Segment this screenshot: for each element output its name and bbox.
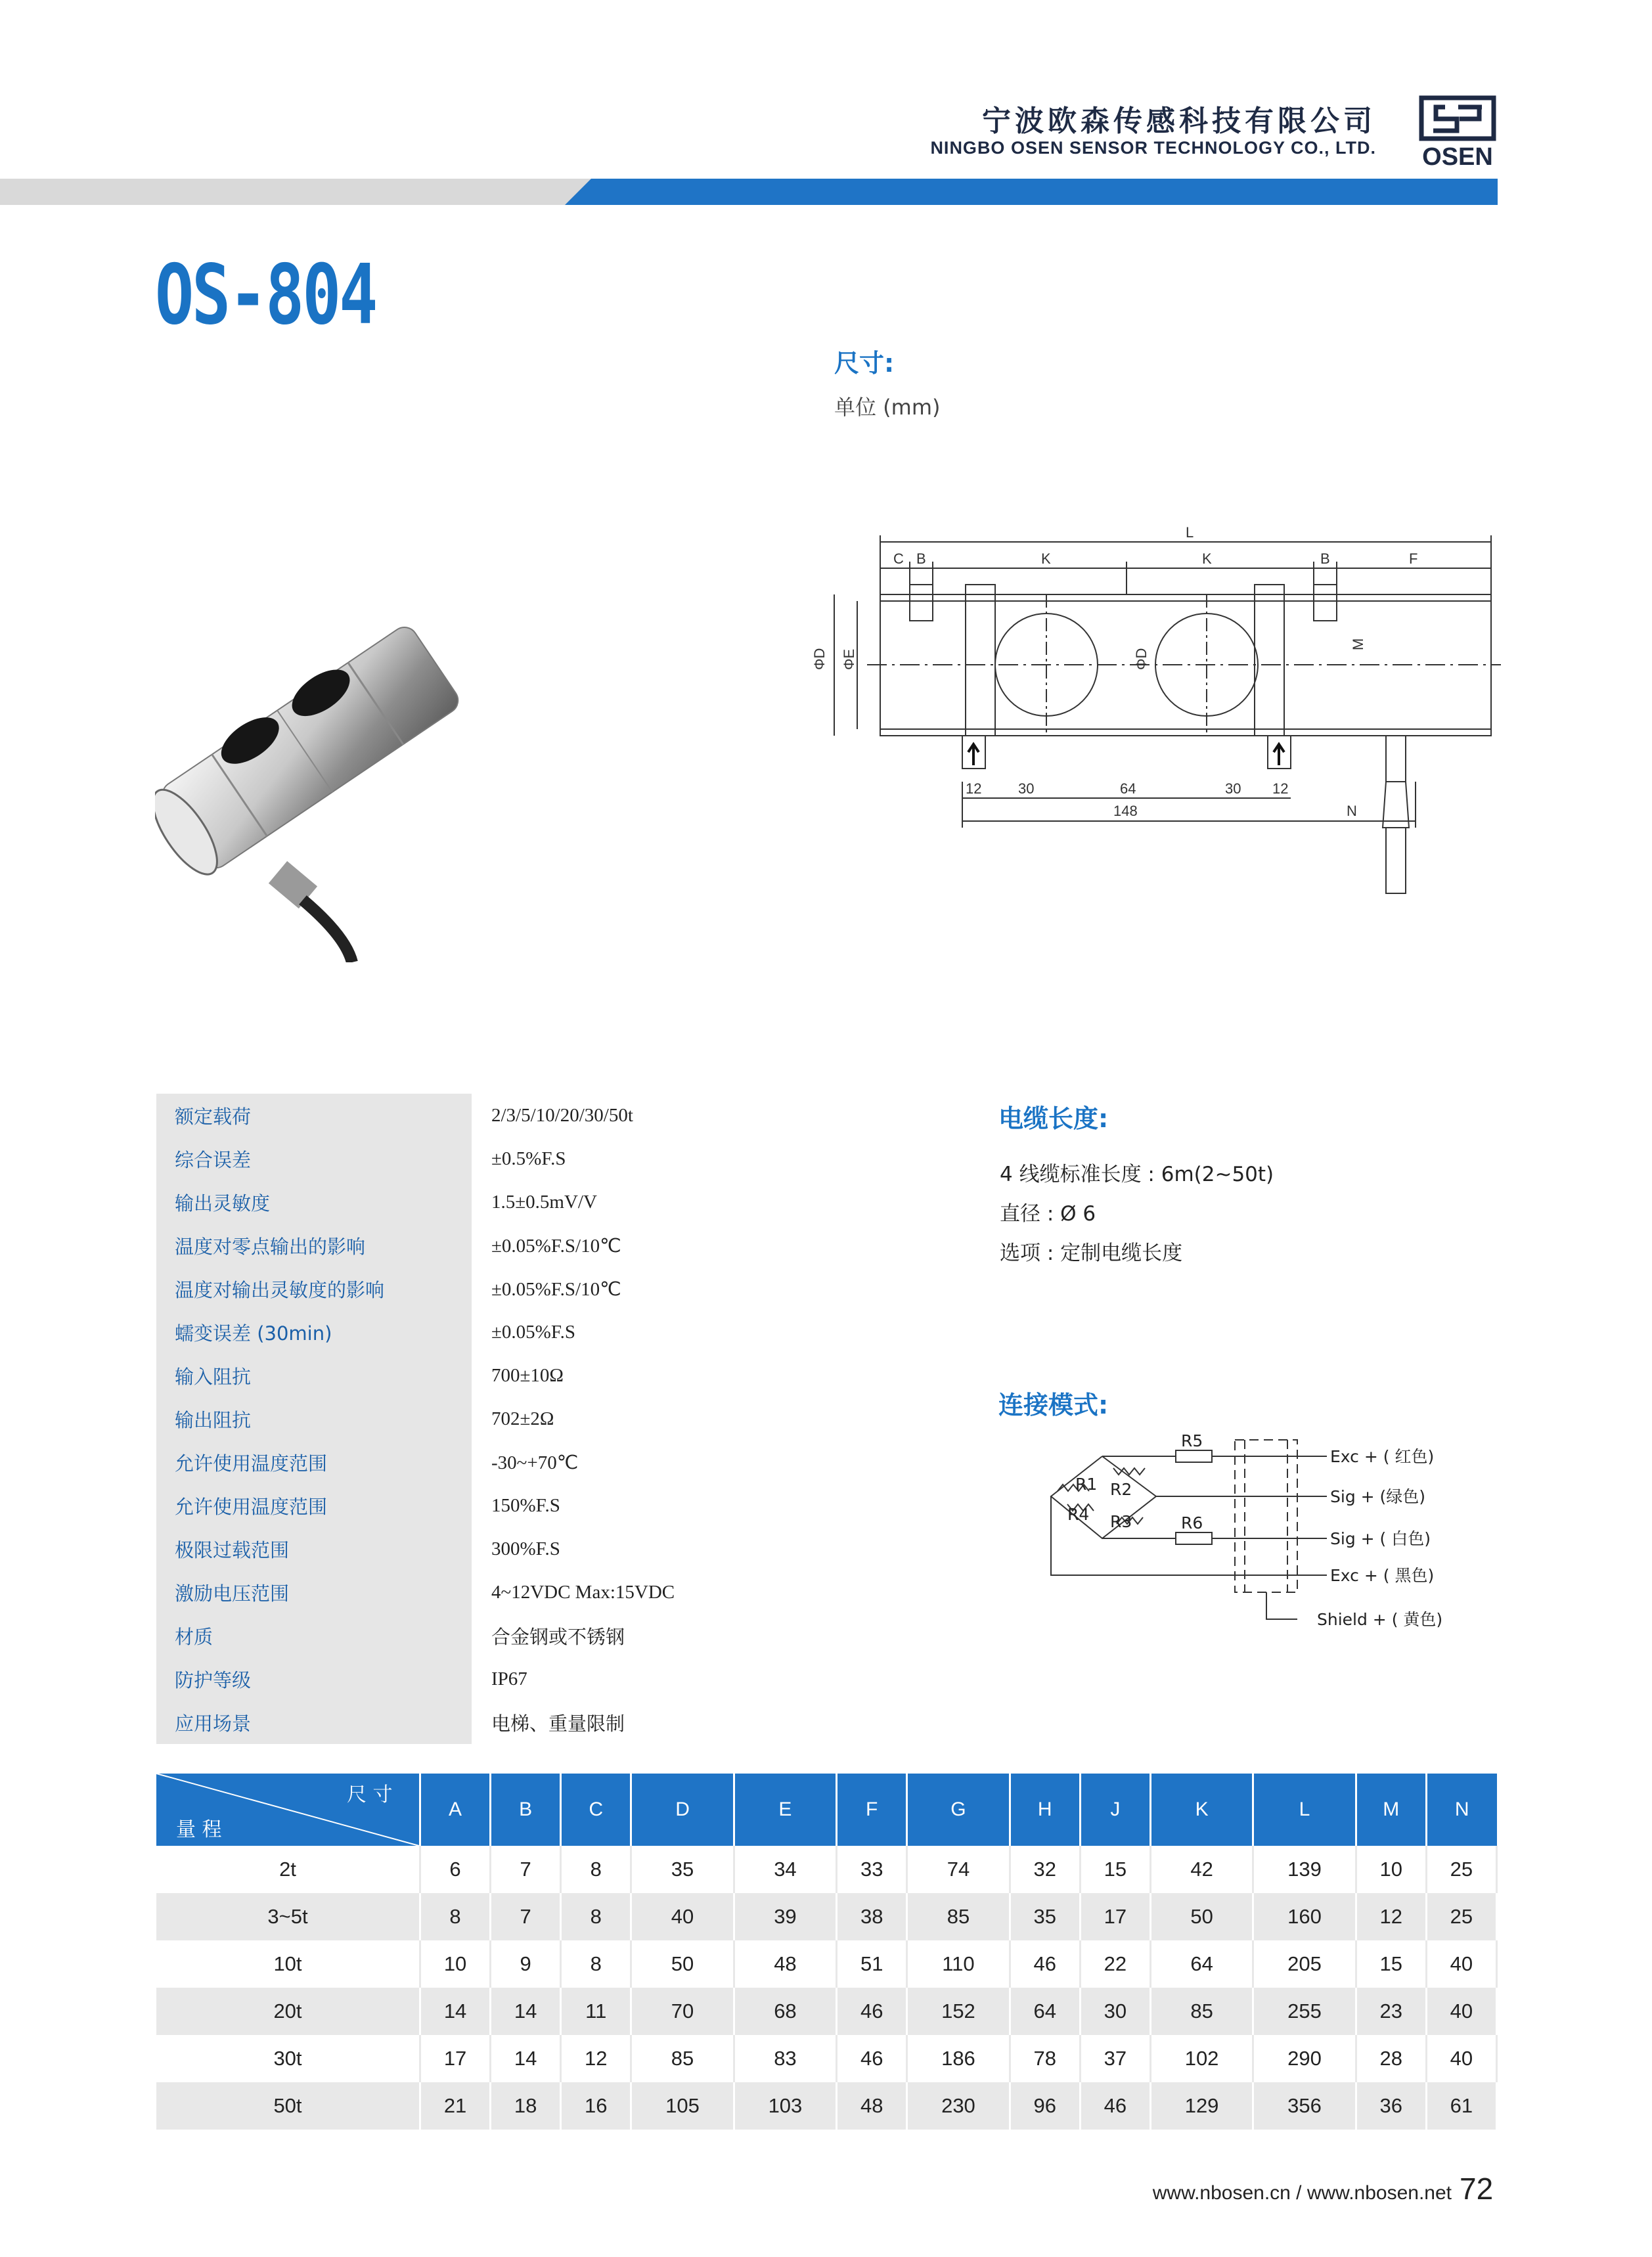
spec-value: ±0.05%F.S bbox=[491, 1321, 576, 1343]
range-cell: 20t bbox=[156, 1988, 420, 2035]
table-cell: 8 bbox=[561, 1940, 631, 1988]
table-cell: 70 bbox=[631, 1988, 734, 2035]
footer-url: www.nbosen.cn / www.nbosen.net bbox=[1152, 2182, 1452, 2204]
dim-label: ΦD bbox=[811, 648, 828, 670]
table-cell: 48 bbox=[734, 1940, 836, 1988]
table-cell: 35 bbox=[1010, 1893, 1080, 1940]
table-cell: 61 bbox=[1426, 2082, 1496, 2130]
spec-row bbox=[156, 1310, 843, 1354]
dim-label: B bbox=[916, 550, 926, 567]
table-cell: 74 bbox=[907, 1846, 1010, 1893]
table-cell: 64 bbox=[1010, 1988, 1080, 2035]
spec-label: 蠕变误差 (30min) bbox=[156, 1310, 472, 1354]
table-cell: 46 bbox=[837, 2035, 907, 2082]
dim-label: C bbox=[893, 550, 904, 567]
table-cell: 85 bbox=[907, 1893, 1010, 1940]
table-cell: 33 bbox=[837, 1846, 907, 1893]
range-cell: 2t bbox=[156, 1846, 420, 1893]
dimension-table-body bbox=[156, 1846, 1497, 2130]
column-header: H bbox=[1010, 1774, 1080, 1846]
table-cell: 11 bbox=[561, 1988, 631, 2035]
spec-value: 1.5±0.5mV/V bbox=[491, 1191, 597, 1213]
wire-label: Exc + ( 红色) bbox=[1330, 1447, 1435, 1466]
wire-label: Sig + ( 白色) bbox=[1330, 1529, 1431, 1548]
table-row bbox=[156, 2082, 1497, 2130]
column-header: N bbox=[1426, 1774, 1496, 1846]
dim-label: N bbox=[1347, 803, 1357, 819]
column-header: E bbox=[734, 1774, 836, 1846]
dimension-drawing bbox=[805, 519, 1511, 913]
resistor-label: R1 bbox=[1075, 1475, 1098, 1494]
spec-label: 极限过载范围 bbox=[156, 1527, 472, 1571]
table-cell: 10 bbox=[1356, 1846, 1426, 1893]
column-header: D bbox=[631, 1774, 734, 1846]
table-cell: 25 bbox=[1426, 1846, 1496, 1893]
spec-row bbox=[156, 1354, 843, 1397]
spec-label: 输出灵敏度 bbox=[156, 1180, 472, 1224]
table-cell: 255 bbox=[1253, 1988, 1356, 2035]
table-cell: 205 bbox=[1253, 1940, 1356, 1988]
table-cell: 40 bbox=[1426, 2035, 1496, 2082]
spec-value: 电梯、重量限制 bbox=[491, 1713, 625, 1735]
table-row bbox=[156, 1893, 1497, 1940]
table-cell: 42 bbox=[1150, 1846, 1253, 1893]
spec-row bbox=[156, 1224, 843, 1267]
dim-label: L bbox=[1186, 524, 1194, 541]
table-row bbox=[156, 1940, 1497, 1988]
spec-row bbox=[156, 1527, 843, 1571]
spec-value: -30~+70℃ bbox=[491, 1452, 579, 1473]
column-header: M bbox=[1356, 1774, 1426, 1846]
column-header: B bbox=[491, 1774, 561, 1846]
table-cell: 9 bbox=[491, 1940, 561, 1988]
table-cell: 50 bbox=[1150, 1893, 1253, 1940]
corner-range-label: 量 程 bbox=[176, 1818, 222, 1841]
table-cell: 8 bbox=[561, 1846, 631, 1893]
table-cell: 8 bbox=[420, 1893, 491, 1940]
dim-label: ΦE bbox=[841, 648, 857, 670]
wiring-diagram bbox=[985, 1432, 1498, 1760]
corner-dimension-label: 尺 寸 bbox=[347, 1783, 393, 1806]
dimension-table-header bbox=[156, 1774, 1497, 1846]
dim-label: 30 bbox=[1018, 780, 1035, 797]
table-cell: 50 bbox=[631, 1940, 734, 1988]
table-cell: 15 bbox=[1356, 1940, 1426, 1988]
table-row bbox=[156, 1846, 1497, 1893]
spec-row bbox=[156, 1484, 843, 1527]
spec-value: 4~12VDC Max:15VDC bbox=[491, 1581, 675, 1603]
range-cell: 50t bbox=[156, 2082, 420, 2130]
spec-label: 额定载荷 bbox=[156, 1094, 472, 1137]
dimension-table bbox=[156, 1774, 1498, 2130]
spec-value: 2/3/5/10/20/30/50t bbox=[491, 1104, 633, 1126]
dim-label: 64 bbox=[1120, 780, 1136, 797]
spec-label: 应用场景 bbox=[156, 1701, 472, 1744]
resistor-label: R2 bbox=[1110, 1480, 1132, 1499]
spec-label: 输出阻抗 bbox=[156, 1397, 472, 1441]
table-cell: 83 bbox=[734, 2035, 836, 2082]
table-cell: 40 bbox=[1426, 1988, 1496, 2035]
table-cell: 102 bbox=[1150, 2035, 1253, 2082]
table-cell: 18 bbox=[491, 2082, 561, 2130]
spec-row bbox=[156, 1701, 843, 1744]
table-cell: 38 bbox=[837, 1893, 907, 1940]
table-cell: 17 bbox=[420, 2035, 491, 2082]
table-cell: 6 bbox=[420, 1846, 491, 1893]
table-cell: 64 bbox=[1150, 1940, 1253, 1988]
spec-row bbox=[156, 1267, 843, 1310]
wire-label: Sig + (绿色) bbox=[1330, 1487, 1426, 1506]
wire-label: Shield + ( 黄色) bbox=[1317, 1610, 1443, 1629]
table-cell: 48 bbox=[837, 2082, 907, 2130]
spec-row bbox=[156, 1137, 843, 1180]
range-cell: 10t bbox=[156, 1940, 420, 1988]
spec-value: ±0.05%F.S/10℃ bbox=[491, 1235, 621, 1257]
dim-label: 30 bbox=[1225, 780, 1241, 797]
spec-value: ±0.05%F.S/10℃ bbox=[491, 1278, 621, 1300]
table-cell: 40 bbox=[1426, 1940, 1496, 1988]
range-cell: 30t bbox=[156, 2035, 420, 2082]
table-cell: 186 bbox=[907, 2035, 1010, 2082]
spec-row bbox=[156, 1397, 843, 1441]
table-cell: 32 bbox=[1010, 1846, 1080, 1893]
cable-option-line: 选项 : 定制电缆长度 bbox=[1000, 1241, 1183, 1265]
column-header: K bbox=[1150, 1774, 1253, 1846]
dim-label: ΦD bbox=[1133, 648, 1150, 670]
column-header: G bbox=[907, 1774, 1010, 1846]
resistor-label: R5 bbox=[1181, 1432, 1203, 1450]
table-cell: 85 bbox=[631, 2035, 734, 2082]
table-cell: 14 bbox=[420, 1988, 491, 2035]
spec-row bbox=[156, 1441, 843, 1484]
table-cell: 14 bbox=[491, 1988, 561, 2035]
spec-label: 输入阻抗 bbox=[156, 1354, 472, 1397]
dim-label: 12 bbox=[966, 780, 982, 797]
unit-text: 单位 (mm) bbox=[834, 395, 941, 420]
table-cell: 139 bbox=[1253, 1846, 1356, 1893]
table-cell: 46 bbox=[1080, 2082, 1150, 2130]
table-cell: 8 bbox=[561, 1893, 631, 1940]
spec-value: IP67 bbox=[491, 1668, 527, 1689]
spec-label: 允许使用温度范围 bbox=[156, 1441, 472, 1484]
column-header: F bbox=[837, 1774, 907, 1846]
table-cell: 23 bbox=[1356, 1988, 1426, 2035]
spec-label: 温度对零点输出的影响 bbox=[156, 1224, 472, 1267]
spec-value: 700±10Ω bbox=[491, 1364, 564, 1386]
table-cell: 22 bbox=[1080, 1940, 1150, 1988]
dimensions-heading: 尺寸: bbox=[834, 349, 895, 378]
range-cell: 3~5t bbox=[156, 1893, 420, 1940]
spec-label: 温度对输出灵敏度的影响 bbox=[156, 1267, 472, 1310]
spec-row bbox=[156, 1614, 843, 1657]
product-photo bbox=[155, 535, 464, 962]
table-cell: 39 bbox=[734, 1893, 836, 1940]
spec-label: 允许使用温度范围 bbox=[156, 1484, 472, 1527]
spec-row bbox=[156, 1180, 843, 1224]
table-cell: 7 bbox=[491, 1846, 561, 1893]
column-header: L bbox=[1253, 1774, 1356, 1846]
table-cell: 160 bbox=[1253, 1893, 1356, 1940]
table-cell: 7 bbox=[491, 1893, 561, 1940]
table-cell: 36 bbox=[1356, 2082, 1426, 2130]
header-bar bbox=[0, 179, 1498, 205]
table-row bbox=[156, 2035, 1497, 2082]
cable-length-line: 4 线缆标准长度 : 6m(2~50t) bbox=[1000, 1163, 1274, 1186]
table-cell: 17 bbox=[1080, 1893, 1150, 1940]
logo-text: OSEN bbox=[1422, 143, 1493, 169]
dim-label: K bbox=[1041, 550, 1051, 567]
table-cell: 10 bbox=[420, 1940, 491, 1988]
table-cell: 40 bbox=[631, 1893, 734, 1940]
table-cell: 14 bbox=[491, 2035, 561, 2082]
table-cell: 68 bbox=[734, 1988, 836, 2035]
table-cell: 15 bbox=[1080, 1846, 1150, 1893]
table-cell: 85 bbox=[1150, 1988, 1253, 2035]
spec-label: 综合误差 bbox=[156, 1137, 472, 1180]
wire-label: Exc + ( 黑色) bbox=[1330, 1566, 1435, 1585]
table-cell: 34 bbox=[734, 1846, 836, 1893]
table-cell: 96 bbox=[1010, 2082, 1080, 2130]
table-cell: 16 bbox=[561, 2082, 631, 2130]
spec-value: 300%F.S bbox=[491, 1538, 560, 1559]
company-name-en: NINGBO OSEN SENSOR TECHNOLOGY CO., LTD. bbox=[930, 138, 1376, 158]
spec-row bbox=[156, 1094, 843, 1137]
table-cell: 37 bbox=[1080, 2035, 1150, 2082]
column-header: A bbox=[420, 1774, 491, 1846]
spec-label: 防护等级 bbox=[156, 1657, 472, 1701]
table-cell: 28 bbox=[1356, 2035, 1426, 2082]
cable-diameter-line: 直径 : Ø 6 bbox=[1000, 1202, 1096, 1226]
table-cell: 105 bbox=[631, 2082, 734, 2130]
table-cell: 152 bbox=[907, 1988, 1010, 2035]
table-cell: 46 bbox=[1010, 1940, 1080, 1988]
dim-label: F bbox=[1409, 550, 1418, 567]
table-corner-cell bbox=[156, 1774, 420, 1846]
table-cell: 290 bbox=[1253, 2035, 1356, 2082]
dim-label: K bbox=[1202, 550, 1212, 567]
page-number: 72 bbox=[1460, 2172, 1494, 2206]
table-cell: 21 bbox=[420, 2082, 491, 2130]
dim-label: M bbox=[1350, 638, 1366, 650]
spec-label: 激励电压范围 bbox=[156, 1571, 472, 1614]
resistor-label: R6 bbox=[1181, 1513, 1203, 1532]
spec-row bbox=[156, 1657, 843, 1701]
table-cell: 230 bbox=[907, 2082, 1010, 2130]
table-cell: 103 bbox=[734, 2082, 836, 2130]
table-cell: 51 bbox=[837, 1940, 907, 1988]
table-cell: 12 bbox=[1356, 1893, 1426, 1940]
dim-label: B bbox=[1320, 550, 1330, 567]
table-row bbox=[156, 1988, 1497, 2035]
table-cell: 46 bbox=[837, 1988, 907, 2035]
dim-label: 12 bbox=[1272, 780, 1289, 797]
connection-heading: 连接模式: bbox=[998, 1391, 1109, 1419]
spec-row bbox=[156, 1571, 843, 1614]
spec-label: 材质 bbox=[156, 1614, 472, 1657]
spec-value: ±0.5%F.S bbox=[491, 1148, 566, 1169]
table-cell: 25 bbox=[1426, 1893, 1496, 1940]
table-cell: 12 bbox=[561, 2035, 631, 2082]
table-cell: 35 bbox=[631, 1846, 734, 1893]
table-cell: 78 bbox=[1010, 2035, 1080, 2082]
table-cell: 110 bbox=[907, 1940, 1010, 1988]
table-cell: 129 bbox=[1150, 2082, 1253, 2130]
resistor-label: R4 bbox=[1067, 1505, 1090, 1524]
spec-value: 合金钢或不锈钢 bbox=[491, 1626, 625, 1648]
cable-heading: 电缆长度: bbox=[998, 1104, 1109, 1133]
company-name-cn: 宁波欧森传感科技有限公司 bbox=[982, 104, 1376, 138]
table-cell: 356 bbox=[1253, 2082, 1356, 2130]
osen-logo bbox=[1419, 95, 1496, 169]
cable-info bbox=[1000, 1155, 1274, 1273]
model-title: OS-804 bbox=[155, 246, 376, 343]
spec-value: 702±2Ω bbox=[491, 1408, 554, 1429]
dim-label: 148 bbox=[1113, 803, 1138, 819]
spec-table bbox=[156, 1094, 843, 1744]
table-cell: 30 bbox=[1080, 1988, 1150, 2035]
column-header: C bbox=[561, 1774, 631, 1846]
resistor-label: R3 bbox=[1110, 1512, 1132, 1531]
column-header: J bbox=[1080, 1774, 1150, 1846]
spec-value: 150%F.S bbox=[491, 1494, 560, 1516]
